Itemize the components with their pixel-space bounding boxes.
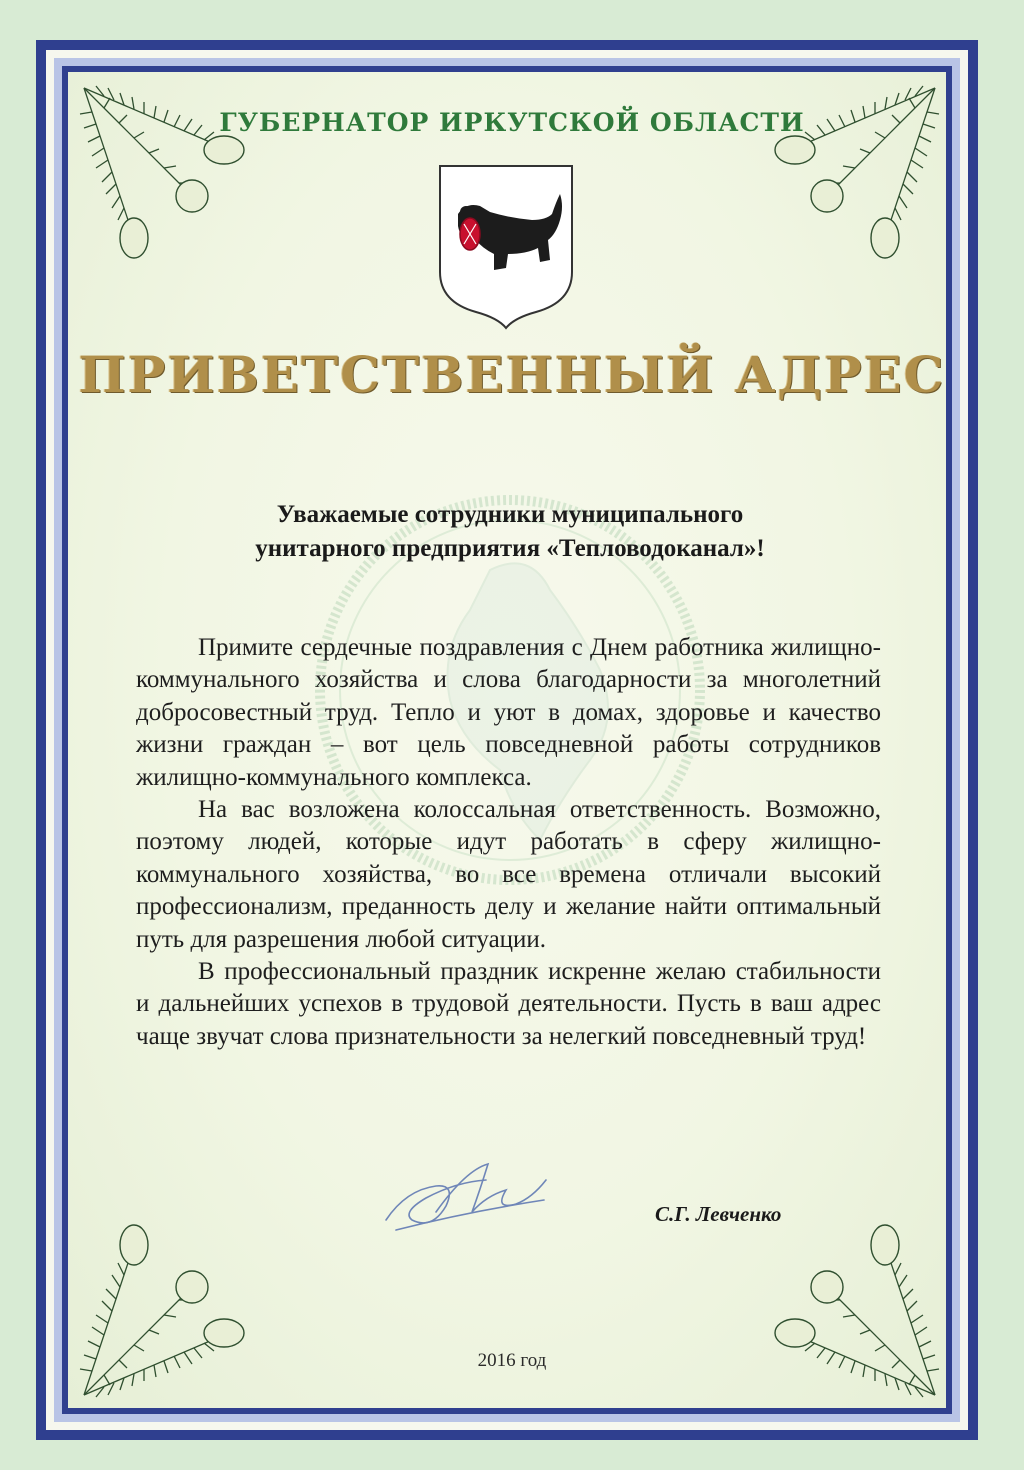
pine-branch-corner-decoration xyxy=(74,78,264,268)
governor-header: ГУБЕРНАТОР ИРКУТСКОЙ ОБЛАСТИ xyxy=(219,108,805,137)
pine-branch-corner-decoration xyxy=(74,1215,264,1405)
irkutsk-coat-of-arms-babr-icon xyxy=(436,162,576,332)
signer-name: С.Г. Левченко xyxy=(655,1202,782,1226)
document-title: ПРИВЕТСТВЕННЫЙ АДРЕС xyxy=(78,345,946,404)
greeting-salutation xyxy=(130,498,890,566)
body-paragraph: На вас возложена колоссальная ответственность. Возможно, поэтому людей, которые идут работать в сферу жилищно-коммунального хозяйства, во все времена отличали высокий профессионализм, преданность делу и желание найти оптимальный путь для разрешения любой ситуации. xyxy=(136,796,881,953)
pine-branch-corner-decoration xyxy=(755,78,945,268)
handwritten-signature-icon xyxy=(376,1150,556,1240)
body-paragraph: Примите сердечные поздравления с Днем работника жилищно-коммунального хозяйства и слова благодарности за многолетний добросовестный труд. Тепло и уют в домах, здоровье и качество жизни граждан – вот цель повседневной работы сотрудников жилищно-коммунального комплекса. xyxy=(136,634,881,791)
greeting-line: унитарного предприятия «Тепловодоканал»! xyxy=(255,535,765,562)
pine-branch-corner-decoration xyxy=(755,1215,945,1405)
greeting-line: Уважаемые сотрудники муниципального xyxy=(276,501,744,528)
document-year: 2016 год xyxy=(477,1350,547,1371)
body-paragraph: В профессиональный праздник искренне желаю стабильности и дальнейших успехов в трудовой деятельности. Пусть в ваш адрес чаще звучат слова признательности за нелегкий повседневный труд! xyxy=(136,958,881,1050)
address-body xyxy=(136,632,881,1053)
